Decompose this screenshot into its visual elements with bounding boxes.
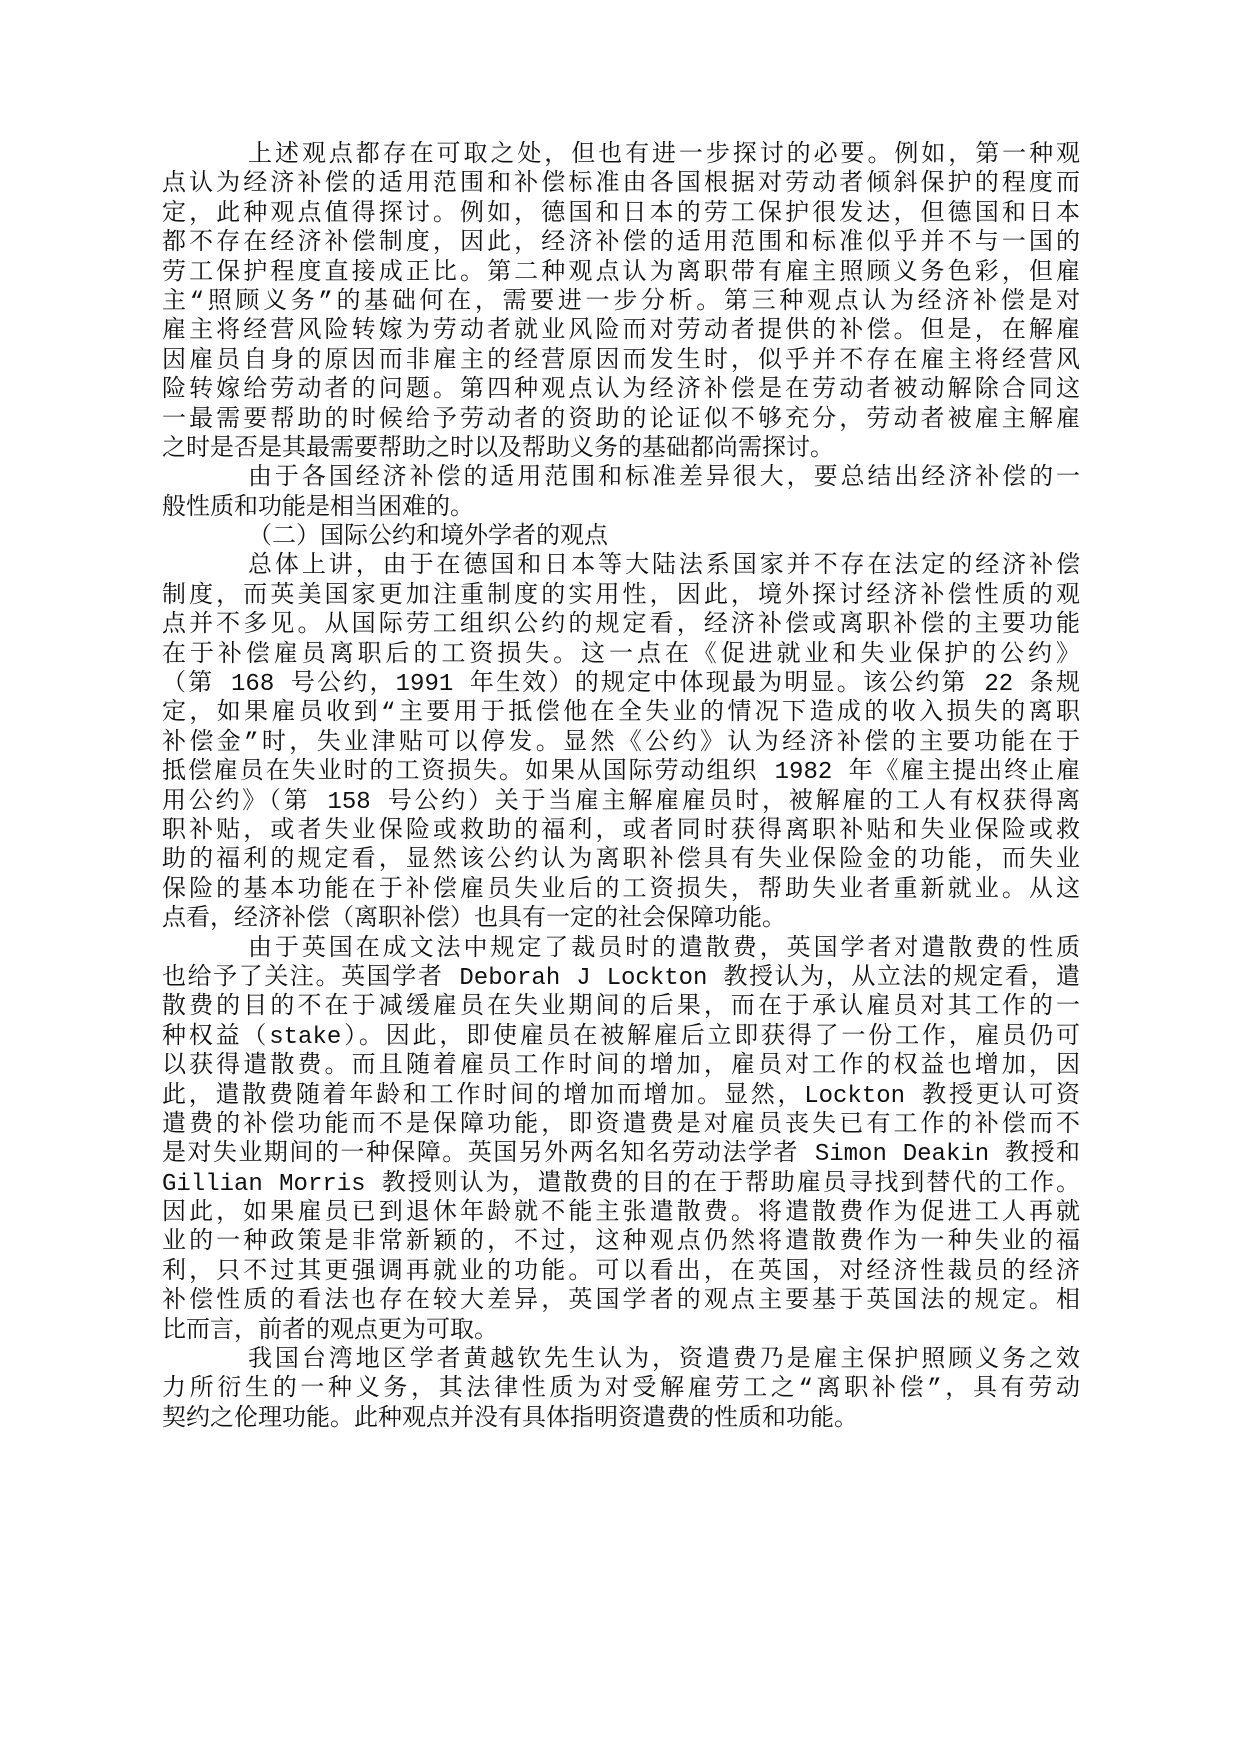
body-text-line: 上述观点都存在可取之处，但也有进一步探讨的必要。例如，第一种观 xyxy=(248,142,1080,169)
paragraph-1 xyxy=(162,141,1080,464)
body-text-line: 由于各国经济补偿的适用范围和标准差异很大，要总结出经济补偿的一 xyxy=(248,465,1080,493)
body-text-line: 用公约》（第 158 号公约）关于当雇主解雇雇员时，被解雇的工人有权获得离 xyxy=(162,788,1080,816)
body-text-line: 散费的目的不在于减缓雇员在失业期间的后果，而在于承认雇员对其工作的一 xyxy=(162,994,1080,1022)
body-text-line: 总体上讲，由于在德国和日本等大陆法系国家并不存在法定的经济补偿 xyxy=(248,553,1080,581)
body-text-line: （第 168 号公约，1991 年生效）的规定中体现最为明显。该公约第 22 条规 xyxy=(162,671,1080,699)
body-text-line: 利，只不过其更强调再就业的功能。可以看出，在英国，对经济性裁员的经济 xyxy=(162,1258,1080,1286)
body-text-line: 保险的基本功能在于补偿雇员失业后的工资损失，帮助失业者重新就业。从这 xyxy=(162,876,1080,904)
body-text-line: 我国台湾地区学者黄越钦先生认为，资遣费乃是雇主保护照顾义务之效 xyxy=(248,1347,1080,1375)
body-text-line: 补偿性质的看法也存在较大差异，英国学者的观点主要基于英国法的规定。相 xyxy=(162,1288,1080,1316)
body-text-line: 此，遣散费随着年龄和工作时间的增加而增加。显然，Lockton 教授更认可资 xyxy=(162,1082,1080,1110)
body-text-line: Gillian Morris 教授则认为，遣散费的目的在于帮助雇员寻找到替代的工作。 xyxy=(162,1170,1080,1198)
body-text-line: 以获得遣散费。而且随着雇员工作时间的增加，雇员对工作的权益也增加，因 xyxy=(162,1053,1080,1081)
body-text-line: 定，此种观点值得探讨。例如，德国和日本的劳工保护很发达，但德国和日本 xyxy=(162,200,1080,228)
body-text-line: 般性质和功能是相当困难的。 xyxy=(162,494,474,522)
body-text-line: 职补贴，或者失业保险或救助的福利，或者同时获得离职补贴和失业保险或救 xyxy=(162,817,1080,845)
body-text-line: 遣费的补偿功能而不是保障功能，即资遣费是对雇员丧失已有工作的补偿而不 xyxy=(162,1111,1080,1139)
paragraph-5 xyxy=(162,1346,1080,1434)
body-text-line: 种权益（stake）。因此，即使雇员在被解雇后立即获得了一份工作，雇员仍可 xyxy=(162,1023,1080,1051)
body-text-line: 都不存在经济补偿制度，因此，经济补偿的适用范围和标准似乎并不与一国的 xyxy=(162,230,1080,258)
section-heading: （二）国际公约和境外学者的观点 xyxy=(248,524,608,552)
document-page xyxy=(162,141,1080,1434)
body-text-line: 劳工保护程度直接成正比。第二种观点认为离职带有雇主照顾义务色彩，但雇 xyxy=(162,259,1080,287)
body-text-line: 之时是否是其最需要帮助之时以及帮助义务的基础都尚需探讨。 xyxy=(162,435,834,463)
body-text-line: 一最需要帮助的时候给予劳动者的资助的论证似不够充分，劳动者被雇主解雇 xyxy=(162,406,1080,434)
body-text-line: 契约之伦理功能。此种观点并没有具体指明资遣费的性质和功能。 xyxy=(162,1405,858,1433)
body-text-line: 力所衍生的一种义务，其法律性质为对受解雇劳工之“离职补偿”，具有劳动 xyxy=(162,1376,1080,1404)
paragraph-4 xyxy=(162,935,1080,1346)
body-text-line: 定，如果雇员收到“主要用于抵偿他在全失业的情况下造成的收入损失的离职 xyxy=(162,700,1080,728)
body-text-line: 点认为经济补偿的适用范围和补偿标准由各国根据对劳动者倾斜保护的程度而 xyxy=(162,171,1080,199)
body-text-line: 是对失业期间的一种保障。英国另外两名知名劳动法学者 Simon Deakin 教授和 xyxy=(162,1141,1080,1169)
body-text-line: 险转嫁给劳动者的问题。第四种观点认为经济补偿是在劳动者被动解除合同这 xyxy=(162,377,1080,405)
body-text-line: 在于补偿雇员离职后的工资损失。这一点在《促进就业和失业保护的公约》 xyxy=(162,641,1080,669)
paragraph-3 xyxy=(162,552,1080,934)
body-text-line: 点并不多见。从国际劳工组织公约的规定看，经济补偿或离职补偿的主要功能 xyxy=(162,612,1080,640)
paragraph-2 xyxy=(162,464,1080,523)
body-text-line: 也给予了关注。英国学者 Deborah J Lockton 教授认为，从立法的规定看，遣 xyxy=(162,964,1080,992)
body-text-line: 比而言，前者的观点更为可取。 xyxy=(162,1317,498,1345)
body-text-line: 主“照顾义务”的基础何在，需要进一步分析。第三种观点认为经济补偿是对 xyxy=(162,288,1080,316)
body-text-line: 由于英国在成文法中规定了裁员时的遣散费，英国学者对遣散费的性质 xyxy=(248,935,1080,963)
body-text-line: 雇主将经营风险转嫁为劳动者就业风险而对劳动者提供的补偿。但是，在解雇 xyxy=(162,318,1080,346)
body-text-line: 抵偿雇员在失业时的工资损失。如果从国际劳动组织 1982 年《雇主提出终止雇 xyxy=(162,759,1080,787)
body-text-line: 因雇员自身的原因而非雇主的经营原因而发生时，似乎并不存在雇主将经营风 xyxy=(162,347,1080,375)
body-text-line: 因此，如果雇员已到退休年龄就不能主张遣散费。将遣散费作为促进工人再就 xyxy=(162,1200,1080,1228)
body-text-line: 助的福利的规定看，显然该公约认为离职补偿具有失业保险金的功能，而失业 xyxy=(162,847,1080,875)
body-text-line: 补偿金”时，失业津贴可以停发。显然《公约》认为经济补偿的主要功能在于 xyxy=(162,729,1080,757)
body-text-line: 制度，而英美国家更加注重制度的实用性，因此，境外探讨经济补偿性质的观 xyxy=(162,582,1080,610)
body-text-line: 点看，经济补偿（离职补偿）也具有一定的社会保障功能。 xyxy=(162,906,786,934)
body-text-line: 业的一种政策是非常新颖的，不过，这种观点仍然将遣散费作为一种失业的福 xyxy=(162,1229,1080,1257)
